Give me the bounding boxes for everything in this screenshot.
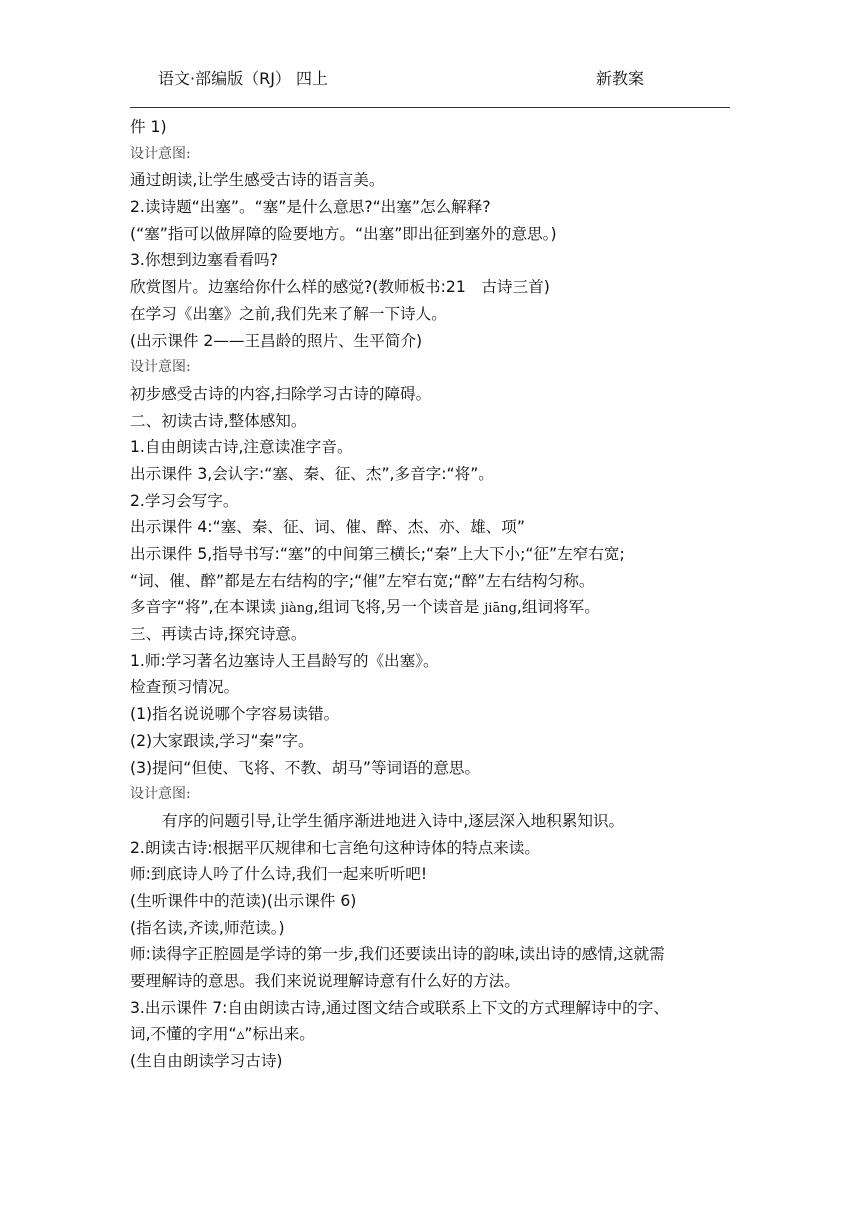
polyphone-line: [130, 594, 740, 621]
text-fragment: ,组词飞将,另一个读音是: [313, 598, 485, 617]
header-divider: [130, 107, 730, 108]
text-line: 三、再读古诗,探究诗意。: [130, 625, 307, 644]
design-intent-label: 设计意图:: [130, 786, 191, 803]
text-line: 在学习《出塞》之前,我们先来了解一下诗人。: [130, 304, 447, 323]
text-line: 2.朗读古诗:根据平仄规律和七言绝句这种诗体的特点来读。: [130, 838, 540, 857]
text-line: (3)提问“但使、飞将、不教、胡马”等词语的意思。: [130, 758, 481, 777]
text-line: 3.你想到边塞看看吗?: [130, 251, 278, 270]
design-intent-label: 设计意图:: [130, 145, 191, 162]
text-line: 2.读诗题“出塞”。“塞”是什么意思?“出塞”怎么解释?: [130, 198, 491, 217]
text-line: 要理解诗的意思。我们来说说理解诗意有什么好的方法。: [130, 972, 520, 990]
text-line: 欣赏图片。边塞给你什么样的感觉?(教师板书:21 古诗三首): [130, 278, 550, 297]
text-line: (指名读,齐读,师范读。): [130, 918, 285, 937]
text-line: 件 1): [130, 118, 167, 136]
header-doc-type: 新教案: [596, 69, 645, 88]
text-line: (1)指名说说哪个字容易读错。: [130, 705, 340, 724]
text-line: 1.自由朗读古诗,注意读准字音。: [130, 438, 353, 457]
text-line: 检查预习情况。: [130, 678, 240, 697]
text-line: 出示课件 5,指导书写:“塞”的中间第三横长;“秦”上大下小;“征”左窄右宽;: [130, 545, 625, 563]
text-line: 师:读得字正腔圆是学诗的第一步,我们还要读出诗的韵味,读出诗的感情,这就需: [130, 945, 665, 964]
text-line: (“塞”指可以做屏障的险要地方。“出塞”即出征到塞外的意思。): [130, 224, 557, 243]
text-line: 1.师:学习著名边塞诗人王昌龄写的《出塞》。: [130, 651, 439, 670]
text-line: 词,不懂的字用“▵”标出来。: [130, 1025, 315, 1044]
text-line: (生听课件中的范读)(出示课件 6): [130, 891, 357, 910]
text-fragment: ,组词将军。: [516, 598, 600, 617]
text-line: 3.出示课件 7:自由朗读古诗,通过图文结合或联系上下文的方式理解诗中的字、: [130, 998, 669, 1017]
pinyin-text: jiāng: [484, 601, 517, 617]
text-line: 师:到底诗人吟了什么诗,我们一起来听听吧!: [130, 865, 428, 884]
text-line: 出示课件 3,会认字:“塞、秦、征、杰”,多音字:“将”。: [130, 464, 494, 483]
text-line: 二、初读古诗,整体感知。: [130, 411, 307, 430]
text-line: (2)大家跟读,学习“秦”字。: [130, 731, 314, 750]
design-intent-label: 设计意图:: [130, 359, 191, 376]
text-line: “词、催、醉”都是左右结构的字;“催”左窄右宽;“醉”左右结构匀称。: [130, 571, 595, 590]
header-subject-label: 语文·部编版（RJ） 四上: [158, 69, 329, 88]
text-line: 有序的问题引导,让学生循序渐进地进入诗中,逐层深入地积累知识。: [162, 811, 625, 830]
text-line: 出示课件 4:“塞、秦、征、词、催、醉、杰、亦、雄、项”: [130, 518, 525, 537]
text-line: 2.学习会写字。: [130, 491, 239, 510]
text-line: 初步感受古诗的内容,扫除学习古诗的障碍。: [130, 384, 432, 403]
text-line: (生自由朗读学习古诗): [130, 1052, 283, 1071]
page-header: [130, 60, 730, 94]
text-fragment: 多音字“将”,在本课读: [130, 598, 281, 617]
text-line: 通过朗读,让学生感受古诗的语言美。: [130, 171, 385, 190]
pinyin-text: jiàng: [280, 601, 314, 617]
lesson-plan-body: [130, 114, 740, 1075]
text-line: (出示课件 2——王昌龄的照片、生平简介): [130, 331, 423, 350]
